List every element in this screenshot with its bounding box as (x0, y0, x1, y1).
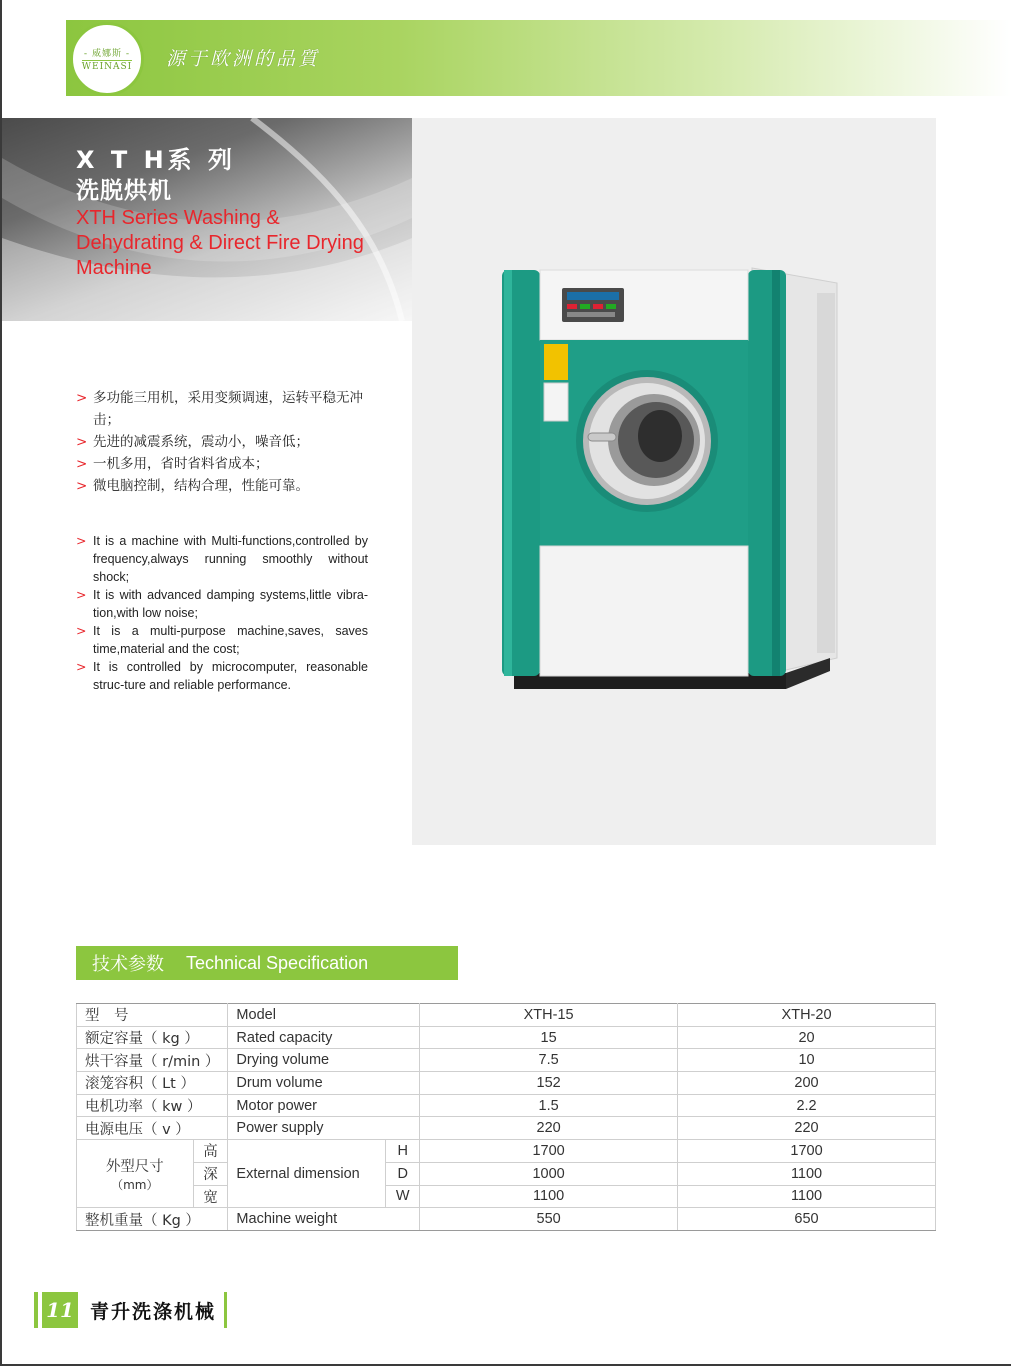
cell-value: 650 (678, 1208, 936, 1231)
cell-dim-cn: 深 (193, 1162, 228, 1185)
page-number: 11 (42, 1292, 78, 1328)
cell-value: 10 (678, 1049, 936, 1072)
feature-en-item: > It is a machine with Multi-functions,controlled by frequency,always running smoothly without shock; (76, 532, 368, 586)
cell-value: 20 (678, 1026, 936, 1049)
dimension-unit: （mm） (111, 1177, 159, 1192)
cell-model-2: XTH-20 (678, 1004, 936, 1027)
feature-en-item: > It is controlled by microcomputer, reasonable struc-ture and reliable performance. (76, 658, 368, 694)
cell-value: 1700 (678, 1140, 936, 1163)
table-row-dimension-h (77, 1140, 936, 1163)
cell-value: 550 (420, 1208, 678, 1231)
cell-dim-cn: 高 (193, 1140, 228, 1163)
cell-value: 152 (420, 1072, 678, 1095)
cell-label-en: Rated capacity (228, 1026, 420, 1049)
cell-label-cn: 滚笼容积（ Lt ） (77, 1072, 228, 1095)
cell-label-en: Model (228, 1004, 420, 1027)
washing-machine-icon (412, 118, 936, 845)
product-photo-area (412, 118, 936, 845)
table-row (77, 1094, 936, 1117)
cell-value: 1100 (420, 1185, 678, 1208)
features-english-list (76, 532, 368, 694)
title-machine-cn: 洗脱烘机 (76, 178, 172, 204)
cell-value: 220 (420, 1117, 678, 1140)
cell-label-cn: 额定容量（ kg ） (77, 1026, 228, 1049)
cell-label-en: Motor power (228, 1094, 420, 1117)
cell-value: 1100 (678, 1162, 936, 1185)
feature-cn-item: > 微电脑控制，结构合理，性能可靠。 (76, 475, 376, 497)
cell-label-cn: 电机功率（ kw ） (77, 1094, 228, 1117)
cell-value: 7.5 (420, 1049, 678, 1072)
cell-dim-code: W (386, 1185, 420, 1208)
table-row-dimension-w (77, 1185, 936, 1208)
footer-accent-bar (224, 1292, 227, 1328)
spec-section-header (76, 946, 458, 980)
feature-cn-item: > 一机多用，省时省料省成本； (76, 453, 376, 475)
cell-value: 1000 (420, 1162, 678, 1185)
footer-company-name: 青升洗涤机械 (90, 1300, 217, 1323)
feature-cn-item: > 多功能三用机，采用变频调速，运转平稳无冲击； (76, 387, 376, 431)
cell-value: 1700 (420, 1140, 678, 1163)
cell-label-cn: 型 号 (77, 1004, 228, 1027)
table-row (77, 1049, 936, 1072)
logo-chinese-text: - 威娜斯 - (83, 49, 131, 59)
dimension-label-cn: 外型尺寸 (105, 1158, 164, 1175)
title-english: XTH Series Washing & Dehydrating & Direct Fire Drying Machine (76, 207, 364, 279)
features-chinese-list (76, 387, 376, 497)
feature-en-item: > It is a multi-purpose machine,saves, saves time,material and the cost; (76, 622, 368, 658)
cell-label-cn: 整机重量（ Kg ） (77, 1208, 228, 1231)
cell-value: 200 (678, 1072, 936, 1095)
cell-dimension-en: External dimension (228, 1140, 386, 1208)
brand-logo (70, 22, 144, 96)
footer-accent-bar (34, 1292, 38, 1328)
feature-en-item: > It is with advanced damping systems,little vibra-tion,with low noise; (76, 586, 368, 622)
title-series-cn: X T H系 列 (76, 146, 237, 174)
cell-value: 1.5 (420, 1094, 678, 1117)
table-row (77, 1026, 936, 1049)
table-row-weight (77, 1208, 936, 1231)
cell-label-en: Power supply (228, 1117, 420, 1140)
cell-dimension-label (77, 1140, 194, 1208)
cell-value: 15 (420, 1026, 678, 1049)
feature-cn-item: > 先进的减震系统，震动小，噪音低； (76, 431, 376, 453)
cell-dim-cn: 宽 (193, 1185, 228, 1208)
cell-label-cn: 电源电压（ v ） (77, 1117, 228, 1140)
table-row-dimension-d (77, 1162, 936, 1185)
cell-label-cn: 烘干容量（ r/min ） (77, 1049, 228, 1072)
page-footer (34, 1292, 227, 1328)
cell-dim-code: D (386, 1162, 420, 1185)
header-slogan: 源于欧洲的品質 (166, 48, 321, 70)
logo-english-text: WEINASI (81, 62, 133, 72)
cell-label-en: Drying volume (228, 1049, 420, 1072)
table-row (77, 1117, 936, 1140)
cell-dim-code: H (386, 1140, 420, 1163)
spec-title-cn: 技术参数 (92, 954, 164, 975)
cell-value: 2.2 (678, 1094, 936, 1117)
cell-label-en: Drum volume (228, 1072, 420, 1095)
table-row (77, 1072, 936, 1095)
cell-value: 220 (678, 1117, 936, 1140)
table-row-model (77, 1004, 936, 1027)
cell-label-en: Machine weight (228, 1208, 420, 1231)
spec-title-en: Technical Specification (186, 952, 369, 973)
cell-value: 1100 (678, 1185, 936, 1208)
cell-model-1: XTH-15 (420, 1004, 678, 1027)
spec-table (76, 1003, 936, 1231)
